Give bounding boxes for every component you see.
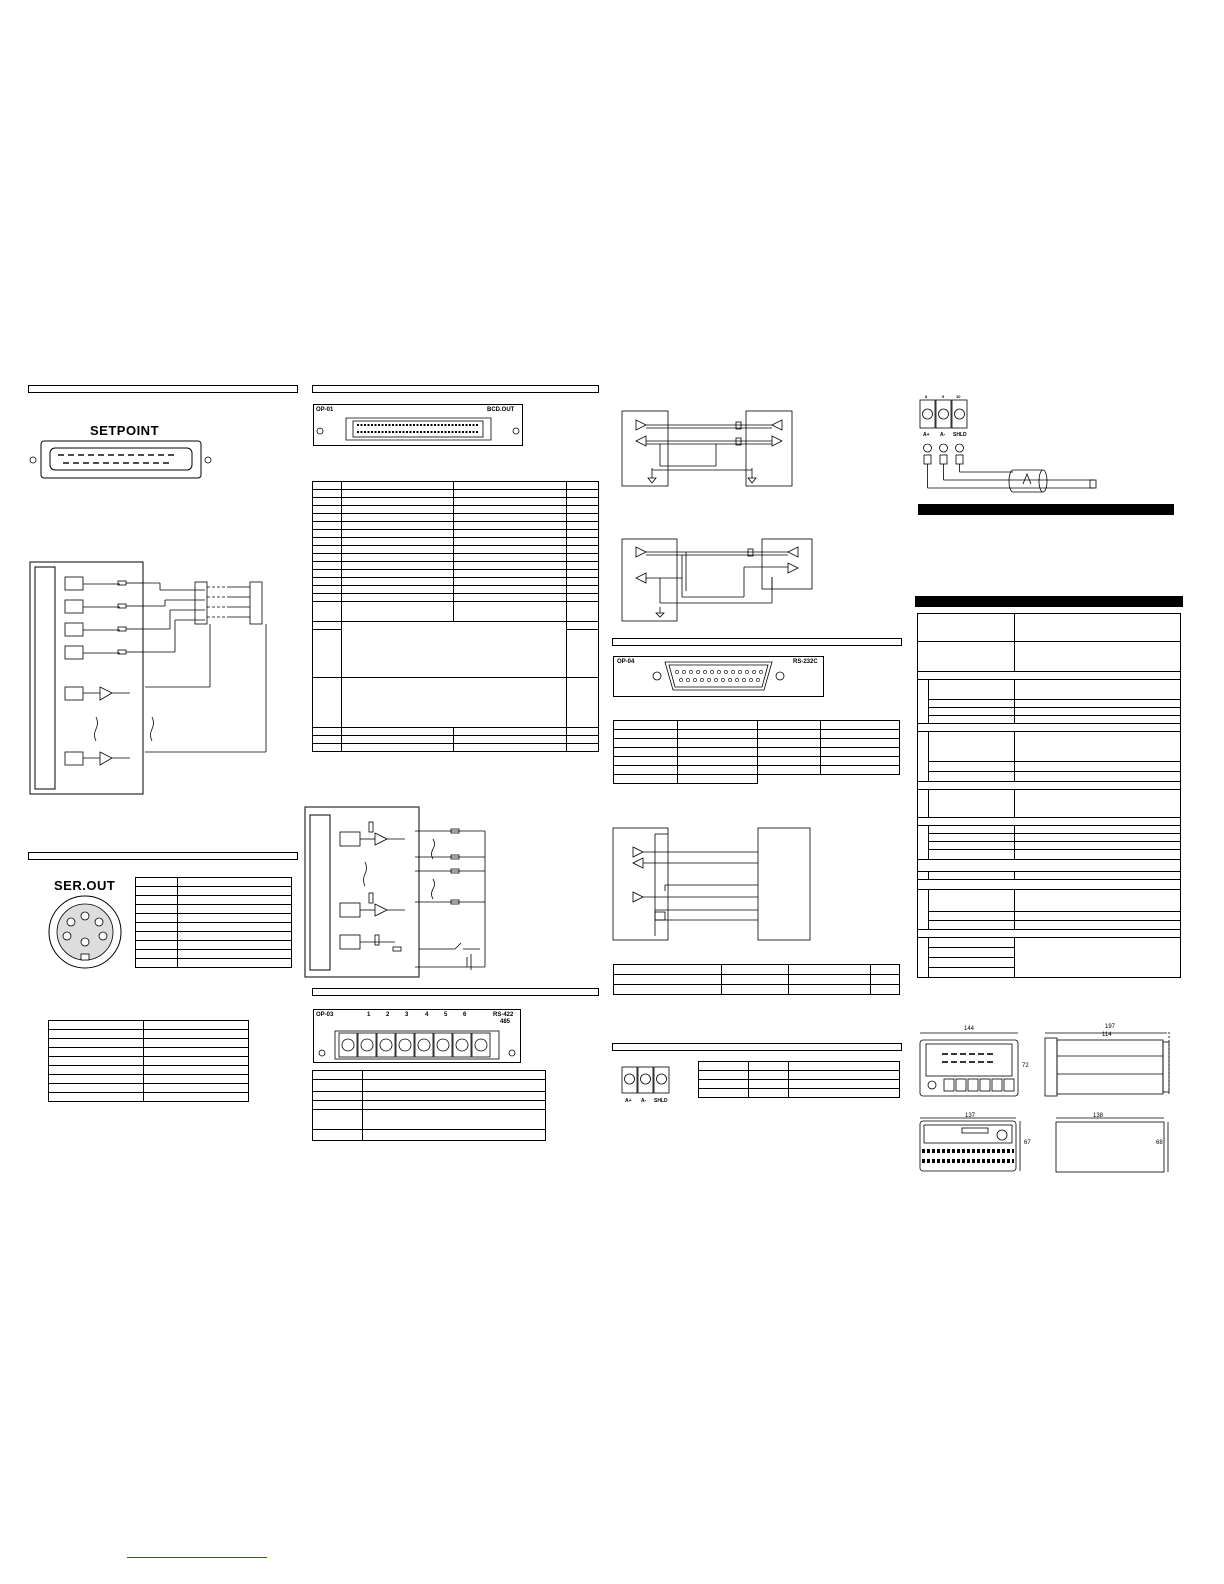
- rs232c-connector-diagram: [613, 656, 824, 697]
- small-term-aminus: A-: [641, 1098, 647, 1104]
- terminal-number-2: 2: [386, 1012, 390, 1018]
- specifications-table: [917, 613, 1181, 978]
- terminal-number-5: 5: [444, 1012, 448, 1018]
- bcd-out-label: BCD.OUT: [487, 407, 515, 413]
- terminal-number-1: 1: [367, 1012, 371, 1018]
- op03-label: OP-03: [316, 1012, 334, 1018]
- bcd-connector-diagram: [313, 404, 523, 446]
- term-aminus: A-: [940, 432, 946, 438]
- rs422-terminal-block: [313, 1009, 521, 1063]
- side-view-drawing: [1037, 1030, 1177, 1100]
- rear-view-drawing: [918, 1115, 1028, 1173]
- dim-rear-width: 137: [965, 1113, 976, 1119]
- op04-label: OP-04: [617, 659, 635, 665]
- section-header-rs232c: [612, 638, 902, 646]
- term-aplus: A+: [923, 432, 930, 438]
- rs422-pin-table: [312, 1070, 546, 1141]
- terminal-number-4: 4: [425, 1012, 429, 1018]
- term-number-8: 8: [925, 394, 928, 399]
- rs485-pin-table: [698, 1061, 900, 1098]
- small-term-aplus: A+: [625, 1098, 632, 1104]
- rs232c-label: RS-232C: [793, 659, 818, 665]
- panel-cutout-drawing: [1054, 1115, 1174, 1173]
- setpoint-connector-diagram: [28, 438, 218, 478]
- rs232c-wiring-diagram: [613, 826, 813, 941]
- dim-front-width: 144: [964, 1026, 975, 1032]
- serout-label: SER.OUT: [54, 878, 116, 893]
- section-header-serout: [28, 852, 298, 860]
- footer-link-underline: [127, 1557, 267, 1558]
- terminal-number-3: 3: [405, 1012, 409, 1018]
- rs485-wiring-diagram: [622, 537, 812, 622]
- setpoint-input-circuit: [30, 562, 280, 797]
- rs422-label: RS-422: [493, 1012, 514, 1018]
- rs422-wiring-diagram: [622, 408, 797, 488]
- bcd-pin-table: [312, 481, 599, 752]
- dim-side-depth-inner: 114: [1102, 1032, 1112, 1038]
- small-term-shld: SHLD: [654, 1098, 668, 1104]
- term-number-9: 9: [942, 394, 945, 399]
- section-header-black-1: [918, 504, 1174, 515]
- bcd-output-circuit: [305, 807, 495, 979]
- rs232c-pin-table: [613, 720, 900, 784]
- op01-label: OP-01: [316, 407, 334, 413]
- serout-settings-table: [48, 1020, 249, 1102]
- dim-cutout-width: 138: [1093, 1113, 1104, 1119]
- term-number-10: 10: [956, 394, 961, 399]
- rs232c-settings-table: [613, 964, 900, 995]
- dim-front-height: 72: [1022, 1063, 1029, 1069]
- serout-pin-table: [135, 877, 292, 968]
- dim-cutout-height: 68: [1156, 1140, 1163, 1146]
- terminal-number-6: 6: [463, 1012, 467, 1018]
- setpoint-label: SETPOINT: [90, 423, 160, 438]
- dim-rear-height: 67: [1024, 1140, 1031, 1146]
- section-header-rs422: [312, 988, 599, 996]
- section-header-black-2: [915, 596, 1183, 607]
- section-header-setpoint: [28, 385, 298, 393]
- rs485-label: 485: [500, 1019, 511, 1025]
- section-header-rs485: [612, 1043, 902, 1051]
- dim-side-depth: 197: [1105, 1024, 1116, 1030]
- section-header-bcd: [312, 385, 599, 393]
- front-view-drawing: [918, 1030, 1023, 1100]
- din-connector-diagram: [45, 892, 125, 972]
- rs485-connection-diagram: [918, 392, 1108, 502]
- term-shld: SHLD: [953, 432, 967, 438]
